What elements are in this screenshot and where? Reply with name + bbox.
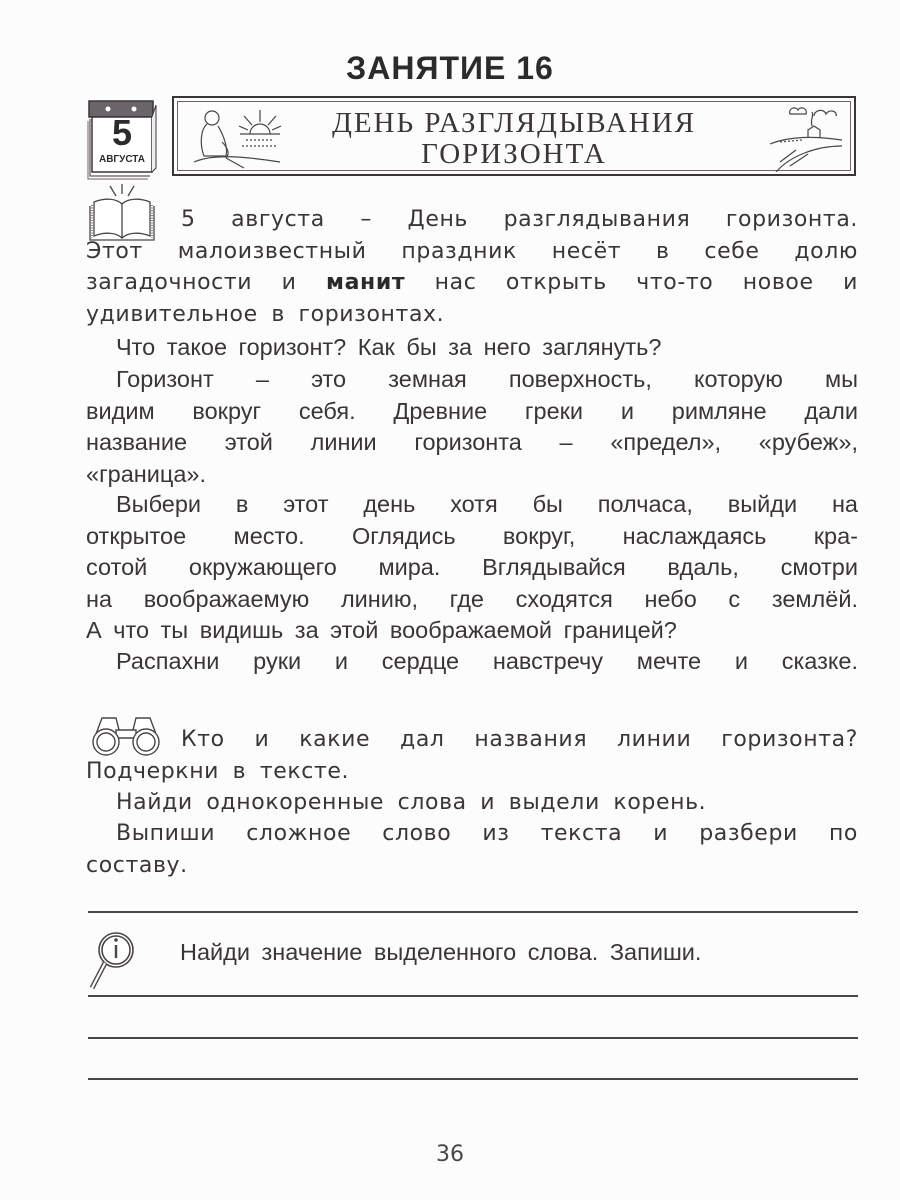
p2-line: Что такое горизонт? Как бы за него заглянуть? xyxy=(116,334,662,360)
task-3 xyxy=(86,818,858,881)
p3-line-3: название этой линии горизонта – «предел», «рубеж», xyxy=(86,429,858,455)
highlighted-word: манит xyxy=(325,270,406,295)
task-3-line-1: Выпиши сложное слово из текста и разбери по xyxy=(116,821,858,846)
banner-line-2: ГОРИЗОНТА xyxy=(421,138,607,170)
calendar-month: АВГУСТА xyxy=(98,154,145,165)
banner-title xyxy=(174,108,854,170)
p1-line-2: Этот малоизвестный праздник несёт в себе долю xyxy=(86,238,858,264)
p3-line-2: видим вокруг себя. Древние греки и римляне дали xyxy=(86,397,858,424)
task-3-line-2: составу. xyxy=(86,852,188,878)
p4-line-1: Выбери в этот день хотя бы полчаса, выйди на xyxy=(116,491,858,517)
answer-line-4[interactable] xyxy=(88,1078,858,1080)
p1-text: нас открыть что-то новое и xyxy=(405,270,858,295)
task-1-line-2: Подчеркни в тексте. xyxy=(86,758,350,784)
task-1-line-1: Кто и какие дал названия линии горизонта? xyxy=(181,727,858,752)
answer-line-3[interactable] xyxy=(88,1037,858,1039)
reading-paragraph-3 xyxy=(86,364,858,490)
calendar-icon xyxy=(86,98,158,178)
p4-line-4: на воображаемую линию, где сходятся небо с землёй. xyxy=(86,585,858,612)
lesson-title: ЗАНЯТИЕ 16 xyxy=(346,50,554,86)
magnifier-info-icon xyxy=(86,928,136,998)
task-2 xyxy=(86,787,858,819)
banner-line-1: ДЕНЬ РАЗГЛЯДЫВАНИЯ xyxy=(332,107,696,139)
calendar-day: 5 xyxy=(111,112,133,153)
p1-line-1: 5 августа – День разглядывания горизонта. xyxy=(181,207,858,232)
p4-line-2: открытое место. Оглядись вокруг, наслаждаясь кра- xyxy=(86,522,858,549)
p3-line-1: Горизонт – это земная поверхность, которую мы xyxy=(116,366,858,392)
p3-line-4: «граница». xyxy=(86,460,207,487)
reading-paragraph-2 xyxy=(86,332,858,364)
info-task-text: Найди значение выделенного слова. Запиши. xyxy=(180,939,702,965)
page-number: 36 xyxy=(436,1142,464,1167)
info-task xyxy=(180,937,860,969)
p1-line-3 xyxy=(86,267,858,299)
reading-paragraph-5 xyxy=(86,646,858,678)
reading-paragraph-4 xyxy=(86,489,858,647)
task-1 xyxy=(86,724,858,787)
p1-text: загадочности и xyxy=(86,270,326,295)
answer-line-2[interactable] xyxy=(88,995,858,997)
p4-line-3: сотой окружающего мира. Вглядывайся вдаль, смотри xyxy=(86,554,858,580)
reading-paragraph-1 xyxy=(86,204,858,330)
p5-line: Распахни руки и сердце навстречу мечте и сказке. xyxy=(116,648,858,674)
p4-line-5: А что ты видишь за этой воображаемой границей? xyxy=(86,617,677,643)
title-banner xyxy=(172,96,856,176)
answer-line-1[interactable] xyxy=(88,911,858,913)
p1-line-4: удивительное в горизонтах. xyxy=(86,301,445,327)
task-2-line: Найди однокоренные слова и выдели корень. xyxy=(116,790,707,815)
hills-house-illustration xyxy=(770,102,842,172)
